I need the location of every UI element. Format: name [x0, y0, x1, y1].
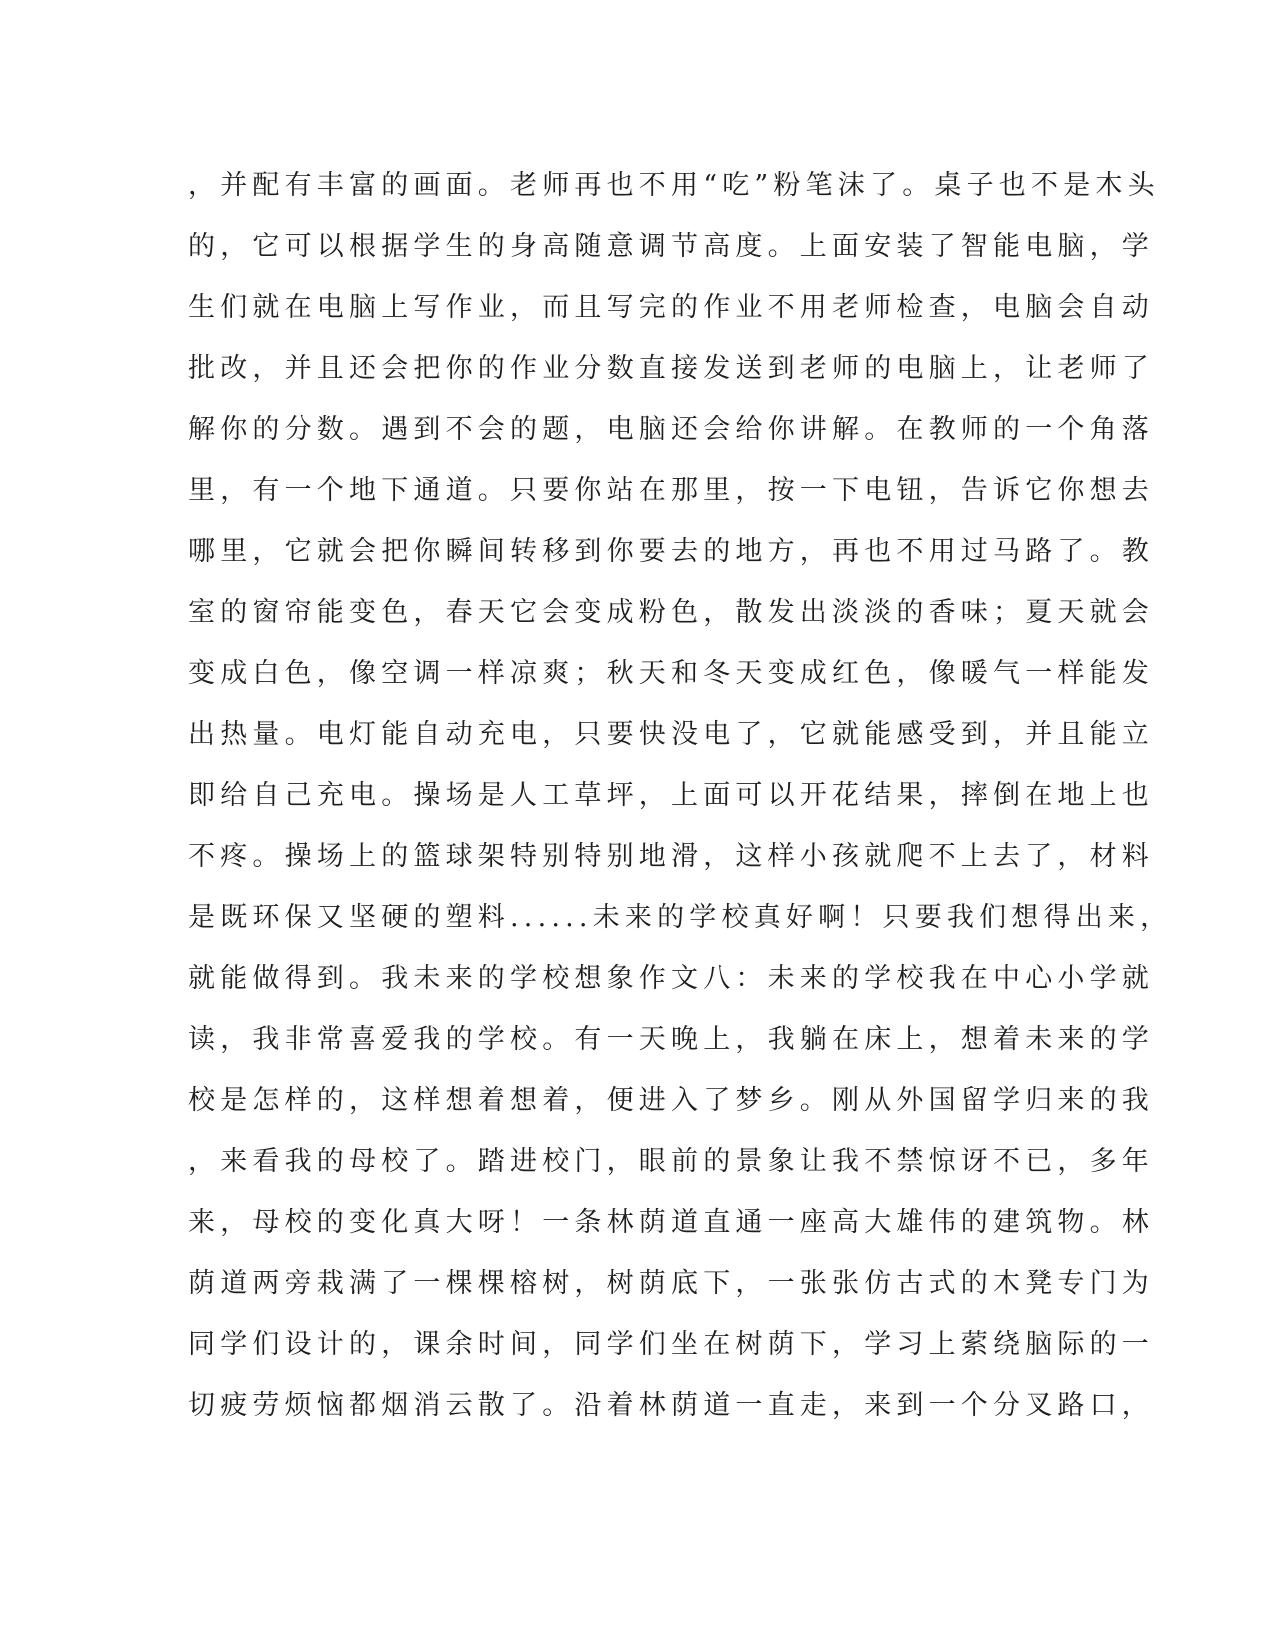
- text-line: 荫道两旁栽满了一棵棵榕树，树荫底下，一张张仿古式的木凳专门为: [188, 1268, 1154, 1299]
- text-line: 校是怎样的，这样想着想着，便进入了梦乡。刚从外国留学归来的我: [188, 1085, 1154, 1116]
- text-line: 变成白色，像空调一样凉爽；秋天和冬天变成红色，像暖气一样能发: [188, 658, 1154, 689]
- text-line: 室的窗帘能变色，春天它会变成粉色，散发出淡淡的香味；夏天就会: [188, 597, 1154, 628]
- text-line: 里，有一个地下通道。只要你站在那里，按一下电钮，告诉它你想去: [188, 475, 1154, 506]
- body-text: [188, 166, 1173, 1447]
- text-line: ，并配有丰富的画面。老师再也不用“吃”粉笔沫了。桌子也不是木头: [188, 170, 1160, 201]
- text-line: 的，它可以根据学生的身高随意调节高度。上面安装了智能电脑，学: [188, 231, 1154, 262]
- text-line: 来，母校的变化真大呀！一条林荫道直通一座高大雄伟的建筑物。林: [188, 1207, 1154, 1238]
- text-line: 出热量。电灯能自动充电，只要快没电了，它就能感受到，并且能立: [188, 719, 1154, 750]
- text-line: 哪里，它就会把你瞬间转移到你要去的地方，再也不用过马路了。教: [188, 536, 1154, 567]
- text-line: 生们就在电脑上写作业，而且写完的作业不用老师检查，电脑会自动: [188, 292, 1154, 323]
- text-line: 是既环保又坚硬的塑料......未来的学校真好啊！只要我们想得出来，: [188, 902, 1173, 933]
- text-line: 就能做得到。我未来的学校想象作文八：未来的学校我在中心小学就: [188, 963, 1154, 994]
- text-line: ，来看我的母校了。踏进校门，眼前的景象让我不禁惊讶不已，多年: [188, 1146, 1154, 1177]
- text-line: 批改，并且还会把你的作业分数直接发送到老师的电脑上，让老师了: [188, 353, 1154, 384]
- text-line: 即给自己充电。操场是人工草坪，上面可以开花结果，摔倒在地上也: [188, 780, 1154, 811]
- text-line: 读，我非常喜爱我的学校。有一天晚上，我躺在床上，想着未来的学: [188, 1024, 1154, 1055]
- text-line: 切疲劳烦恼都烟消云散了。沿着林荫道一直走，来到一个分叉路口，: [188, 1390, 1154, 1421]
- text-line: 不疼。操场上的篮球架特别特别地滑，这样小孩就爬不上去了，材料: [188, 841, 1154, 872]
- text-line: 同学们设计的，课余时间，同学们坐在树荫下，学习上萦绕脑际的一: [188, 1329, 1154, 1360]
- text-line: 解你的分数。遇到不会的题，电脑还会给你讲解。在教师的一个角落: [188, 414, 1154, 445]
